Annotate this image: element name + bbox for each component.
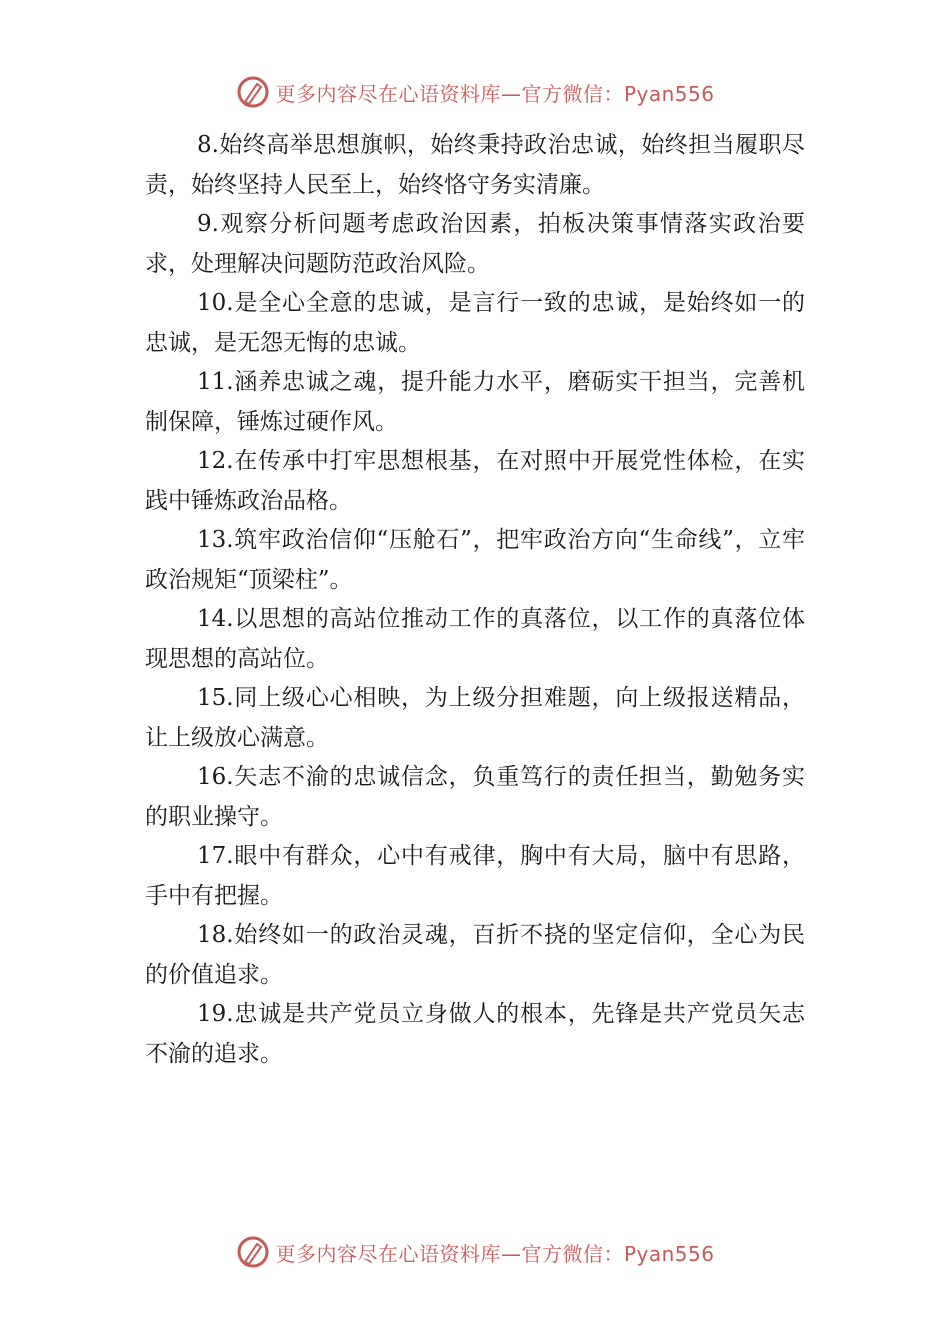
paragraph-17: 17.眼中有群众，心中有戒律，胸中有大局，脑中有思路，手中有把握。 [145,843,805,909]
paragraph-11: 11.涵养忠诚之魂，提升能力水平，磨砺实干担当，完善机制保障，锤炼过硬作风。 [145,369,805,435]
banner-text: 更多内容尽在心语资料库—官方微信：Pyan556 [275,1241,715,1266]
paragraph-14: 14.以思想的高站位推动工作的真落位，以工作的真落位体现思想的高站位。 [145,606,805,672]
paragraph-12: 12.在传承中打牢思想根基，在对照中开展党性体检，在实践中锤炼政治品格。 [145,448,805,514]
pen-circle-logo-icon [235,1234,271,1270]
header-banner [0,72,950,112]
document-body [145,126,805,1074]
banner-text: 更多内容尽在心语资料库—官方微信：Pyan556 [275,81,715,106]
paragraph-8: 8.始终高举思想旗帜，始终秉持政治忠诚，始终担当履职尽责，始终坚持人民至上，始终恪守务实清廉。 [145,132,805,198]
paragraph-9: 9.观察分析问题考虑政治因素，拍板决策事情落实政治要求，处理解决问题防范政治风险。 [145,211,805,277]
paragraph-19: 19.忠诚是共产党员立身做人的根本，先锋是共产党员矢志不渝的追求。 [145,1001,805,1067]
paragraph-16: 16.矢志不渝的忠诚信念，负重笃行的责任担当，勤勉务实的职业操守。 [145,764,805,830]
paragraph-10: 10.是全心全意的忠诚，是言行一致的忠诚，是始终如一的忠诚，是无怨无悔的忠诚。 [145,290,805,356]
paragraph-13: 13.筑牢政治信仰“压舱石”，把牢政治方向“生命线”，立牢政治规矩“顶梁柱”。 [145,527,805,593]
pen-circle-logo-icon [235,74,271,110]
footer-banner [0,1232,950,1272]
paragraph-15: 15.同上级心心相映，为上级分担难题，向上级报送精品，让上级放心满意。 [145,685,805,751]
paragraph-18: 18.始终如一的政治灵魂，百折不挠的坚定信仰，全心为民的价值追求。 [145,922,805,988]
